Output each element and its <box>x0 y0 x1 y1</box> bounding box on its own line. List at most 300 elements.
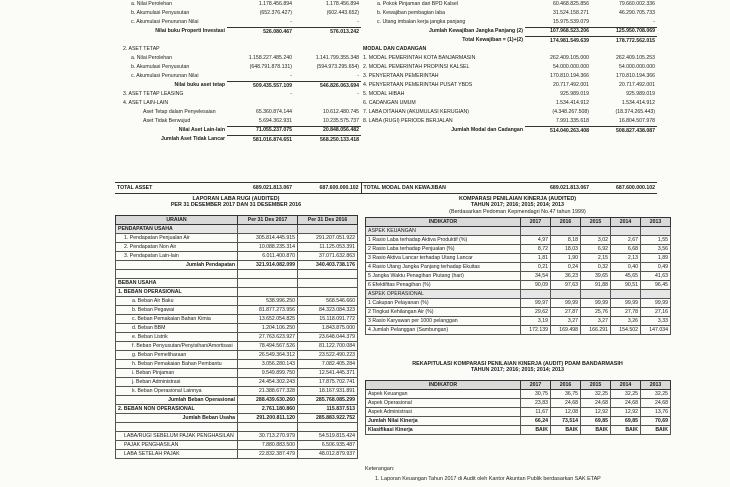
income-value-2016: 1.843.875.000 <box>298 323 358 332</box>
income-label: 3. Pendapatan Lain-lain <box>116 251 238 260</box>
income-row <box>116 404 358 413</box>
income-label: g. Beban Pemeliharaan <box>116 350 238 359</box>
asset-row <box>115 90 361 99</box>
asset-value-2016: 20.848.056.482 <box>294 126 361 135</box>
income-row <box>116 413 358 422</box>
asset-row <box>115 126 361 135</box>
kinerja-value: 6,92 <box>581 245 611 254</box>
income-row <box>116 377 358 386</box>
asset-value-2016: 546.826.063.694 <box>294 81 361 90</box>
kinerja-indicator: 1 Rasio Laba terhadap Aktiva Produktif (%) <box>366 236 521 245</box>
kinerja-row <box>366 272 671 281</box>
kinerja-value: 3,02 <box>581 236 611 245</box>
income-value-2016: 81.122.700.084 <box>298 341 358 350</box>
liability-value-2017: 20.717.492.001 <box>552 82 589 89</box>
income-subtitle: PER 31 DESEMBER 2017 DAN 31 DESEMBER 2016 <box>170 202 302 209</box>
income-value-2017: 1.204.106.250 <box>238 323 298 332</box>
liability-value-2017: 262.409.105.000 <box>550 55 589 62</box>
income-value-2016: 568.546.660 <box>298 296 358 305</box>
kinerja-note: (Berdasarkan Pedoman Kepmendagri No.47 tahun 1999) <box>449 208 586 215</box>
footnote-label: Keterangan: <box>365 466 395 472</box>
kinerja-value: 0,21 <box>521 263 551 272</box>
liability-label: 4. PENYERTAAN PEMERINTAH PUSAT YBDS <box>363 82 473 89</box>
kinerja-value: 96,45 <box>641 281 671 290</box>
income-label: PAJAK PENGHASILAN <box>116 440 238 449</box>
kinerja-value: 27,87 <box>551 308 581 317</box>
income-label: e. Beban Listrik <box>116 332 238 341</box>
kinerja-value: 39,65 <box>581 272 611 281</box>
kinerja-row <box>366 245 671 254</box>
liability-row <box>361 45 657 54</box>
kinerja-indicator: 4 Jumlah Pelanggan (Sambungan) <box>366 326 521 335</box>
income-col-2016: Per 31 Des 2016 <box>298 215 358 224</box>
income-row <box>116 350 358 359</box>
liability-row <box>361 117 657 126</box>
kinerja-value: 3,33 <box>641 317 671 326</box>
income-value-2017: 81.877.273.956 <box>238 305 298 314</box>
kinerja-row <box>366 254 671 263</box>
liability-value-2017: 54.000.000.000 <box>552 64 589 71</box>
income-value-2017: 305.814.445.915 <box>238 233 298 242</box>
liability-label: 3. PENYERTAAN PEMERINTAH <box>363 73 439 80</box>
kinerja-value: 97,63 <box>551 281 581 290</box>
kinerja-value: 1,55 <box>641 236 671 245</box>
asset-label: 4. ASET LAIN-LAIN <box>123 100 169 107</box>
kinerja-value: 41,63 <box>641 272 671 281</box>
kinerja-indicator: 3 Rasio Aktiva Lancar terhadap Utang Lancar <box>366 254 521 263</box>
asset-value-2017: (648.791.878.131) <box>249 64 292 71</box>
liability-label: Jumlah Kewajiban Jangka Panjang (2) <box>429 28 523 35</box>
rekap-value: 70,69 <box>641 416 671 425</box>
kinerja-indicator: 6 Efektifitas Penagihan (%) <box>366 281 521 290</box>
kinerja-header: 2017 <box>521 218 551 227</box>
liability-value-2017: 31.524.158.271 <box>552 10 589 17</box>
kinerja-value: 2,15 <box>581 254 611 263</box>
income-label: LABA/RUGI SEBELUM PAJAK PENGHASILAN <box>116 431 238 440</box>
income-label: j. Beban Administrasi <box>116 377 238 386</box>
kinerja-value <box>641 290 671 299</box>
asset-row <box>115 0 361 9</box>
income-value-2016 <box>298 422 358 431</box>
liability-label: 8. LABA (RUGI) PERIODE BERJALAN <box>363 118 453 125</box>
kinerja-header: 2015 <box>581 218 611 227</box>
performance-recap <box>365 361 670 435</box>
income-value-2016: 48.012.879.937 <box>298 449 358 458</box>
kinerja-value <box>581 227 611 236</box>
liability-value-2017: 7.991.335.618 <box>555 118 589 125</box>
liability-label: 7. LABA DITAHAN (AKUMULASI KERUGIAN) <box>363 109 469 116</box>
kinerja-value: 169.498 <box>551 326 581 335</box>
rekap-value: 12,92 <box>581 407 611 416</box>
liability-value-2017: 174.981.549.639 <box>525 36 591 45</box>
rekap-value: 30,75 <box>521 389 551 398</box>
kinerja-value: 147.034 <box>641 326 671 335</box>
income-value-2016: 285.768.085.299 <box>298 395 358 404</box>
liability-value-2017: 170.810.194.366 <box>550 73 589 80</box>
asset-row <box>115 81 361 90</box>
kinerja-value <box>611 290 641 299</box>
asset-label: 3. ASET TETAP LEASING <box>123 91 184 98</box>
rekap-value: 24,68 <box>581 398 611 407</box>
asset-label: c. Akumulasi Penurunan Nilai <box>131 73 199 80</box>
total-liability-2016: 687.600.000.102 <box>616 184 655 191</box>
liability-value-2017: (4.348.267.508) <box>552 109 589 116</box>
asset-label: Nilai buku aset tetap <box>174 82 225 89</box>
asset-value-2017: 1.158.227.485.240 <box>248 55 292 62</box>
liability-value-2016: 20.717.492.001 <box>618 82 655 89</box>
rekap-value: 36,75 <box>551 389 581 398</box>
asset-row <box>115 9 361 18</box>
kinerja-indicator: ASPEK OPERASIONAL <box>366 290 521 299</box>
liability-label: MODAL DAN CADANGAN <box>363 46 427 53</box>
income-label: 2. Pendapatan Non Air <box>116 242 238 251</box>
kinerja-indicator: 1 Cakupan Pelayanan (%) <box>366 299 521 308</box>
kinerja-header: 2016 <box>551 218 581 227</box>
asset-label: Aset Tidak Berwujud <box>143 118 191 125</box>
asset-value-2017: 509.435.557.109 <box>227 81 294 90</box>
kinerja-header: 2013 <box>641 218 671 227</box>
asset-label: Aset Tetap dalam Penyelesaian <box>143 109 216 116</box>
kinerja-row <box>366 236 671 245</box>
kinerja-value: 90,51 <box>611 281 641 290</box>
liability-row <box>361 9 657 18</box>
income-row <box>116 224 358 233</box>
income-value-2016 <box>298 287 358 296</box>
rekap-indicator: Jumlah Nilai Kinerja <box>366 416 521 425</box>
kinerja-value: 3,19 <box>521 317 551 326</box>
asset-label: c. Akumulasi Penurunan Nilai <box>131 19 199 26</box>
liabilities-table <box>361 0 657 135</box>
income-value-2016: 285.883.922.752 <box>298 413 358 422</box>
asset-value-2017: 581.016.874.651 <box>227 135 294 144</box>
kinerja-value: 45,65 <box>611 272 641 281</box>
liability-value-2016 <box>591 45 657 54</box>
kinerja-indicator: 2 Tingkat Kehilangan Air (%) <box>366 308 521 317</box>
kinerja-row <box>366 308 671 317</box>
income-value-2016: 23.648.044.379 <box>298 332 358 341</box>
income-value-2017: 78.494.567.526 <box>238 341 298 350</box>
liability-label: Jumlah Modal dan Cadangan <box>451 127 523 134</box>
liability-row <box>361 81 657 90</box>
asset-value-2016: 1.141.799.355.348 <box>315 55 359 62</box>
income-value-2016: 23.522.490.223 <box>298 350 358 359</box>
liability-row <box>361 54 657 63</box>
footnote-line-1: 1. Laporan Keuangan Tahun 2017 di Audit oleh Kantor Akuntan Publik berdasarkan SAK ETAP <box>375 476 601 483</box>
kinerja-value: 99,99 <box>581 299 611 308</box>
income-row <box>116 368 358 377</box>
asset-row <box>115 135 361 144</box>
liability-value-2017 <box>525 45 591 54</box>
asset-value-2017: - <box>290 73 292 80</box>
income-value-2017: 9.549.899.750 <box>238 368 298 377</box>
asset-value-2017: 526.080.467 <box>227 27 294 36</box>
kinerja-value: 0,49 <box>641 263 671 272</box>
kinerja-value: 6,68 <box>611 245 641 254</box>
income-value-2017: 7.880.883.500 <box>238 440 298 449</box>
rekap-value: 73,514 <box>551 416 581 425</box>
income-value-2016: 11.125.053.391 <box>298 242 358 251</box>
kinerja-value: 90,09 <box>521 281 551 290</box>
income-row <box>116 296 358 305</box>
asset-row <box>115 45 361 54</box>
kinerja-value: 25,76 <box>581 308 611 317</box>
income-row <box>116 278 358 287</box>
income-col-uraian: URAIAN <box>116 215 238 224</box>
liability-value-2016: 125.950.708.069 <box>591 27 657 36</box>
income-value-2017: 30.713.270.979 <box>238 431 298 440</box>
kinerja-value <box>521 290 551 299</box>
kinerja-header: 2014 <box>611 218 641 227</box>
total-liability-2017: 689.021.813.067 <box>550 184 589 191</box>
income-value-2016: 17.875.702.741 <box>298 377 358 386</box>
liability-value-2016: 508.827.438.087 <box>591 126 657 135</box>
kinerja-value: 0,24 <box>551 263 581 272</box>
income-col-2017: Per 31 Des 2017 <box>238 215 298 224</box>
kinerja-value: 1,81 <box>521 254 551 263</box>
rekap-header: 2014 <box>611 380 641 389</box>
liability-row <box>361 126 657 135</box>
asset-value-2017 <box>227 45 294 54</box>
liability-row <box>361 27 657 36</box>
income-value-2016: 12.541.445.371 <box>298 368 358 377</box>
asset-row <box>115 36 361 45</box>
income-value-2016: 18.167.931.891 <box>298 386 358 395</box>
income-value-2016: 15.118.091.772 <box>298 314 358 323</box>
kinerja-indicator: ASPEK KEUANGAN <box>366 227 521 236</box>
asset-value-2017: - <box>290 91 292 98</box>
income-value-2016: 340.403.738.176 <box>298 260 358 269</box>
income-row <box>116 251 358 260</box>
asset-value-2017: 5.694.362.931 <box>258 118 292 125</box>
kinerja-value: 154.502 <box>611 326 641 335</box>
asset-row <box>115 18 361 27</box>
kinerja-value: 8,18 <box>551 236 581 245</box>
rekap-header: 2016 <box>551 380 581 389</box>
asset-row <box>115 27 361 36</box>
liability-label: 1. MODAL PEMERINTAH KOTA BANJARMASIN <box>363 55 476 62</box>
kinerja-value <box>641 227 671 236</box>
kinerja-value: 91,88 <box>581 281 611 290</box>
liability-row <box>361 18 657 27</box>
liability-row <box>361 90 657 99</box>
liability-value-2016: - <box>653 19 655 26</box>
income-value-2017: 6.011.400.870 <box>238 251 298 260</box>
liability-label: Total Kewajiban = (1)+(2) <box>462 37 523 44</box>
income-row <box>116 431 358 440</box>
kinerja-value: 1,90 <box>551 254 581 263</box>
rekap-value: 12,08 <box>551 407 581 416</box>
kinerja-row <box>366 281 671 290</box>
income-row <box>116 269 358 278</box>
income-row <box>116 233 358 242</box>
kinerja-value: 18,03 <box>551 245 581 254</box>
liability-value-2016: 54.000.000.000 <box>618 64 655 71</box>
rekap-value: 69,85 <box>611 416 641 425</box>
kinerja-row <box>366 299 671 308</box>
rekap-value: 66,24 <box>521 416 551 425</box>
income-row <box>116 242 358 251</box>
liability-row <box>361 108 657 117</box>
rekap-value: BAIK <box>611 425 641 434</box>
liability-row <box>361 36 657 45</box>
rekap-value: 12,92 <box>611 407 641 416</box>
income-value-2017 <box>238 287 298 296</box>
kinerja-value: 0,32 <box>581 263 611 272</box>
asset-label: Nilai buku Properti Investasi <box>155 28 225 35</box>
income-title: LAPORAN LABA RUGI (AUDITED) <box>192 196 280 202</box>
kinerja-value: 3,56 <box>641 245 671 254</box>
income-label <box>116 269 238 278</box>
assets-table <box>115 0 361 144</box>
liability-value-2016: 262.409.105.253 <box>616 55 655 62</box>
asset-label: 2. ASET TETAP <box>123 46 160 53</box>
income-value-2016: 7.082.405.284 <box>298 359 358 368</box>
income-value-2017 <box>238 224 298 233</box>
income-row <box>116 341 358 350</box>
rekap-row <box>366 416 671 425</box>
income-value-2017: 21.388.677.328 <box>238 386 298 395</box>
footnote <box>365 466 675 483</box>
income-value-2017 <box>238 269 298 278</box>
kinerja-row <box>366 263 671 272</box>
income-value-2017: 13.652.054.825 <box>238 314 298 323</box>
kinerja-value: 1,89 <box>641 254 671 263</box>
asset-value-2017: 65.360.874.144 <box>255 109 292 116</box>
kinerja-value: 4,97 <box>521 236 551 245</box>
rekap-row <box>366 398 671 407</box>
income-value-2017: 27.763.623.927 <box>238 332 298 341</box>
asset-value-2016: - <box>357 19 359 26</box>
income-value-2016 <box>298 224 358 233</box>
kinerja-value: 166.291 <box>581 326 611 335</box>
kinerja-value <box>611 227 641 236</box>
income-row <box>116 323 358 332</box>
asset-row <box>115 117 361 126</box>
income-value-2017: 22.832.387.479 <box>238 449 298 458</box>
kinerja-value: 27,78 <box>611 308 641 317</box>
income-value-2017: 24.454.302.243 <box>238 377 298 386</box>
kinerja-value <box>581 290 611 299</box>
liability-value-2016: 170.810.194.366 <box>616 73 655 80</box>
liability-label: c. Utang imbalan kerja jangka panjang <box>377 19 466 26</box>
income-label: i. Beban Pinjaman <box>116 368 238 377</box>
income-label: Jumlah Beban Usaha <box>116 413 238 422</box>
income-row <box>116 395 358 404</box>
balance-sheet-liabilities <box>361 0 657 135</box>
asset-label: b. Akumulasi Penyusutan <box>131 10 190 17</box>
income-statement <box>115 196 357 459</box>
kinerja-row <box>366 317 671 326</box>
income-label: 2. BEBAN NON OPERASIONAL <box>116 404 238 413</box>
rekap-value: 24,68 <box>551 398 581 407</box>
liability-label: 5. MODAL HIBAH <box>363 91 405 98</box>
kinerja-row <box>366 326 671 335</box>
rekap-indicator: Aspek Administrasi <box>366 407 521 416</box>
income-value-2017: 26.549.364.312 <box>238 350 298 359</box>
liability-row <box>361 0 657 9</box>
rekap-header: 2013 <box>641 380 671 389</box>
kinerja-value: 0,40 <box>611 263 641 272</box>
income-value-2017: 3.056.280.143 <box>238 359 298 368</box>
income-value-2017: 291.200.811.120 <box>238 413 298 422</box>
rekap-row <box>366 425 671 434</box>
kinerja-value <box>551 290 581 299</box>
income-value-2017: 10.088.235.314 <box>238 242 298 251</box>
asset-value-2016: (594.973.295.654) <box>316 64 359 71</box>
asset-row <box>115 54 361 63</box>
liability-value-2016: 925.989.019 <box>626 91 655 98</box>
kinerja-header: INDIKATOR <box>366 218 521 227</box>
kinerja-row <box>366 227 671 236</box>
income-row <box>116 332 358 341</box>
income-value-2016 <box>298 278 358 287</box>
kinerja-value: 2,67 <box>611 236 641 245</box>
asset-row <box>115 108 361 117</box>
asset-value-2016 <box>294 36 361 45</box>
performance-comparison <box>365 196 670 335</box>
rekap-row <box>366 389 671 398</box>
liability-value-2017: 107.968.523.206 <box>525 27 591 36</box>
income-label: k. Beban Operasional Lainnya <box>116 386 238 395</box>
rekap-value: 11,67 <box>521 407 551 416</box>
liability-label: 2. MODAL PEMERINTAH PROPINSI KALSEL <box>363 64 470 71</box>
income-row <box>116 314 358 323</box>
income-table <box>115 215 358 459</box>
rekap-value: 23,83 <box>521 398 551 407</box>
asset-value-2016: 568.250.133.418 <box>294 135 361 144</box>
liability-value-2016: 16.804.507.978 <box>618 118 655 125</box>
income-row <box>116 440 358 449</box>
rekap-table <box>365 380 671 435</box>
asset-value-2016: 10.235.575.737 <box>322 118 359 125</box>
asset-value-2016: 576.013.242 <box>294 27 361 36</box>
kinerja-value: 8,72 <box>521 245 551 254</box>
income-label: PENDAPATAN USAHA <box>116 224 238 233</box>
kinerja-indicator: 5 Jangka Waktu Penagihan Piutang (hari) <box>366 272 521 281</box>
kinerja-subtitle: TAHUN 2017; 2016; 2015; 2014; 2013 <box>470 202 565 209</box>
income-label: b. Beban Pegawai <box>116 305 238 314</box>
kinerja-value: 34,54 <box>521 272 551 281</box>
income-row <box>116 422 358 431</box>
rekap-indicator: Aspek Operasional <box>366 398 521 407</box>
rekap-row <box>366 407 671 416</box>
asset-value-2016: - <box>357 91 359 98</box>
income-row <box>116 386 358 395</box>
asset-value-2016 <box>294 99 361 108</box>
income-label: Jumlah Beban Operasional <box>116 395 238 404</box>
kinerja-value: 99,97 <box>521 299 551 308</box>
asset-value-2016: - <box>357 73 359 80</box>
rekap-value: BAIK <box>521 425 551 434</box>
liability-label: a. Pokok Pinjaman dari BPD Kalsel <box>377 1 459 8</box>
income-row <box>116 359 358 368</box>
rekap-value: 69,85 <box>581 416 611 425</box>
asset-value-2016 <box>294 45 361 54</box>
rekap-value: 24,68 <box>641 398 671 407</box>
rekap-value: 32,25 <box>641 389 671 398</box>
kinerja-title: KOMPARASI PENILAIAN KINERJA (AUDITED) <box>458 196 577 202</box>
income-row <box>116 287 358 296</box>
asset-value-2017 <box>227 36 294 45</box>
income-value-2017 <box>238 422 298 431</box>
rekap-value: BAIK <box>581 425 611 434</box>
rekap-value: 13,76 <box>641 407 671 416</box>
asset-value-2016: 1.178.456.894 <box>325 1 359 8</box>
asset-label: b. Akumulasi Penyusutan <box>131 64 190 71</box>
liability-value-2017: 15.975.539.079 <box>552 19 589 26</box>
liability-row <box>361 63 657 72</box>
kinerja-value: 172.139 <box>521 326 551 335</box>
